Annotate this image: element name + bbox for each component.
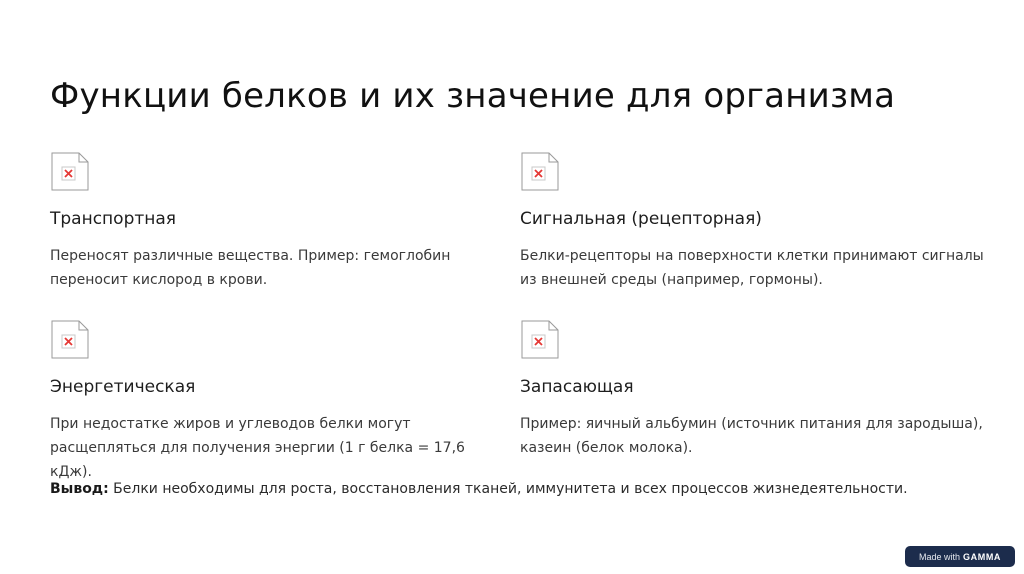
broken-image-icon	[50, 152, 90, 192]
slide-title: Функции белков и их значение для организма	[50, 76, 896, 116]
badge-prefix: Made with	[918, 551, 961, 562]
conclusion-label: Вывод:	[50, 481, 109, 497]
broken-image-icon	[520, 152, 560, 192]
card-description: Переносят различные вещества. Пример: гемоглобин переносит кислород в крови.	[50, 248, 451, 288]
card-title: Сигнальная (рецепторная)	[520, 209, 762, 229]
card-description: При недостатке жиров и углеводов белки могут расщепляться для получения энергии (1 г белка = 17,6 кДж).	[50, 416, 465, 480]
card-description: Белки-рецепторы на поверхности клетки принимают сигналы из внешней среды (например, гормоны).	[520, 248, 984, 288]
card-title: Энергетическая	[50, 377, 196, 397]
conclusion-text: Белки необходимы для роста, восстановления тканей, иммунитета и всех процессов жизнедеятельности.	[113, 481, 908, 497]
card-description: Пример: яичный альбумин (источник питания для зародыша), казеин (белок молока).	[520, 416, 983, 456]
conclusion	[50, 477, 908, 501]
broken-image-icon	[520, 320, 560, 360]
made-with-gamma-badge[interactable]	[905, 546, 1015, 567]
card-title: Запасающая	[520, 377, 634, 397]
gamma-logo: GAMMA	[963, 551, 1002, 562]
broken-image-icon	[50, 320, 90, 360]
card-title: Транспортная	[50, 209, 177, 229]
